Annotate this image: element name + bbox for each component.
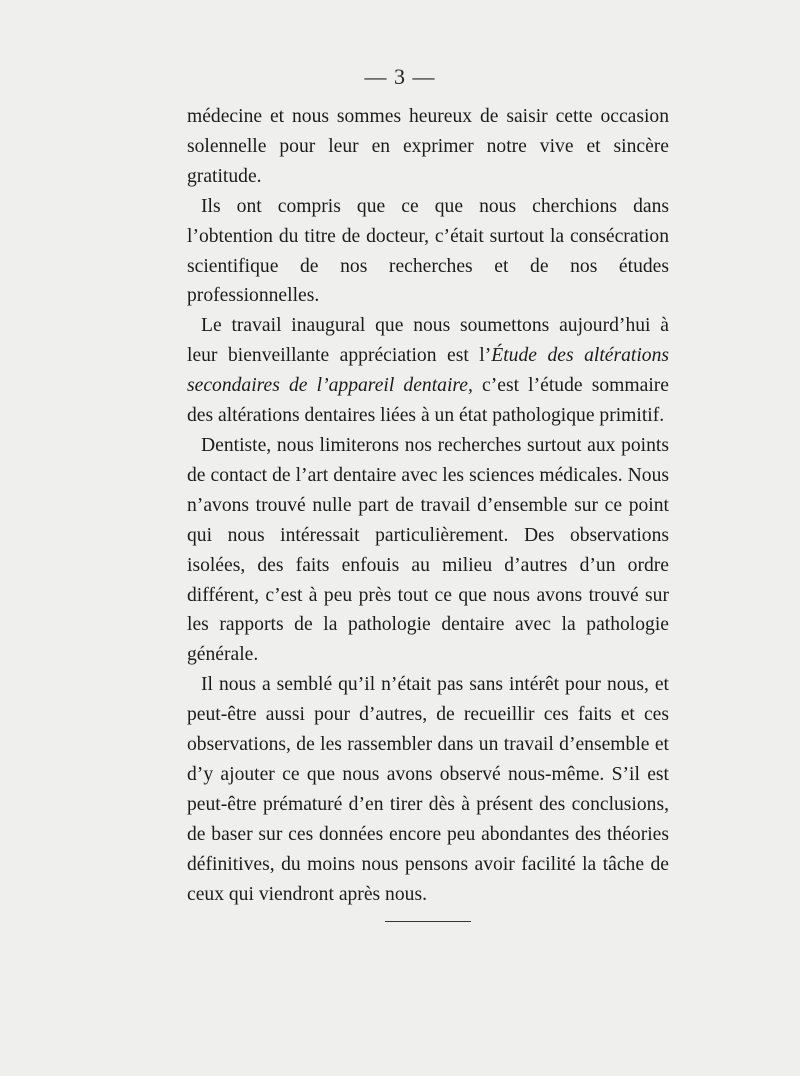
paragraph-3 — [187, 311, 669, 431]
paragraph-3-tail: c’est l’étude sommaire des altérations dentaires liées à un état pathologique primitif. — [187, 375, 669, 427]
body-text — [187, 102, 669, 909]
paragraph-4: Dentiste, nous limiterons nos recherches surtout aux points de contact de l’art dentaire avec les sciences médicales. Nous n’avons trouvé nulle part de travail d’ensemble sur ce point qui nous intéressait particulièrement. Des observations isolées, des faits enfouis au milieu d’autres d’un ordre différent, c’est à peu près tout ce que nous avons trouvé sur les rapports de la pathologie dentaire avec la pathologie générale. — [187, 434, 669, 666]
paragraph-3-lead: Le travail inaugural que nous soumettons aujourd’hui à leur bienveillante appréciation est l’ — [187, 315, 669, 367]
end-rule — [385, 921, 471, 922]
work-title: Étude des altérations secondaires de l’appareil dentaire, — [187, 345, 669, 397]
paragraph-1: médecine et nous sommes heureux de saisir cette occasion solennelle pour leur en exprimer notre vive et sincère gratitude. — [187, 106, 669, 187]
paragraph-2: Ils ont compris que ce que nous cherchions dans l’obtention du titre de docteur, c’était surtout la consécration scientifique de nos recherches et de nos études professionnelles. — [187, 195, 669, 307]
paragraph-5: Il nous a semblé qu’il n’était pas sans intérêt pour nous, et peut-être aussi pour d’autres, de recueillir ces faits et ces observations, de les rassembler dans un travail d’ensemble et d’y ajouter ce que nous avons observé nous-même. S’il est peut-être prématuré d’en tirer dès à présent des conclusions, de baser sur ces données encore peu abondantes des théories définitives, du moins nous pensons avoir facilité la tâche de ceux qui viendront après nous. — [187, 674, 669, 905]
page-number: — 3 — — [364, 64, 436, 89]
